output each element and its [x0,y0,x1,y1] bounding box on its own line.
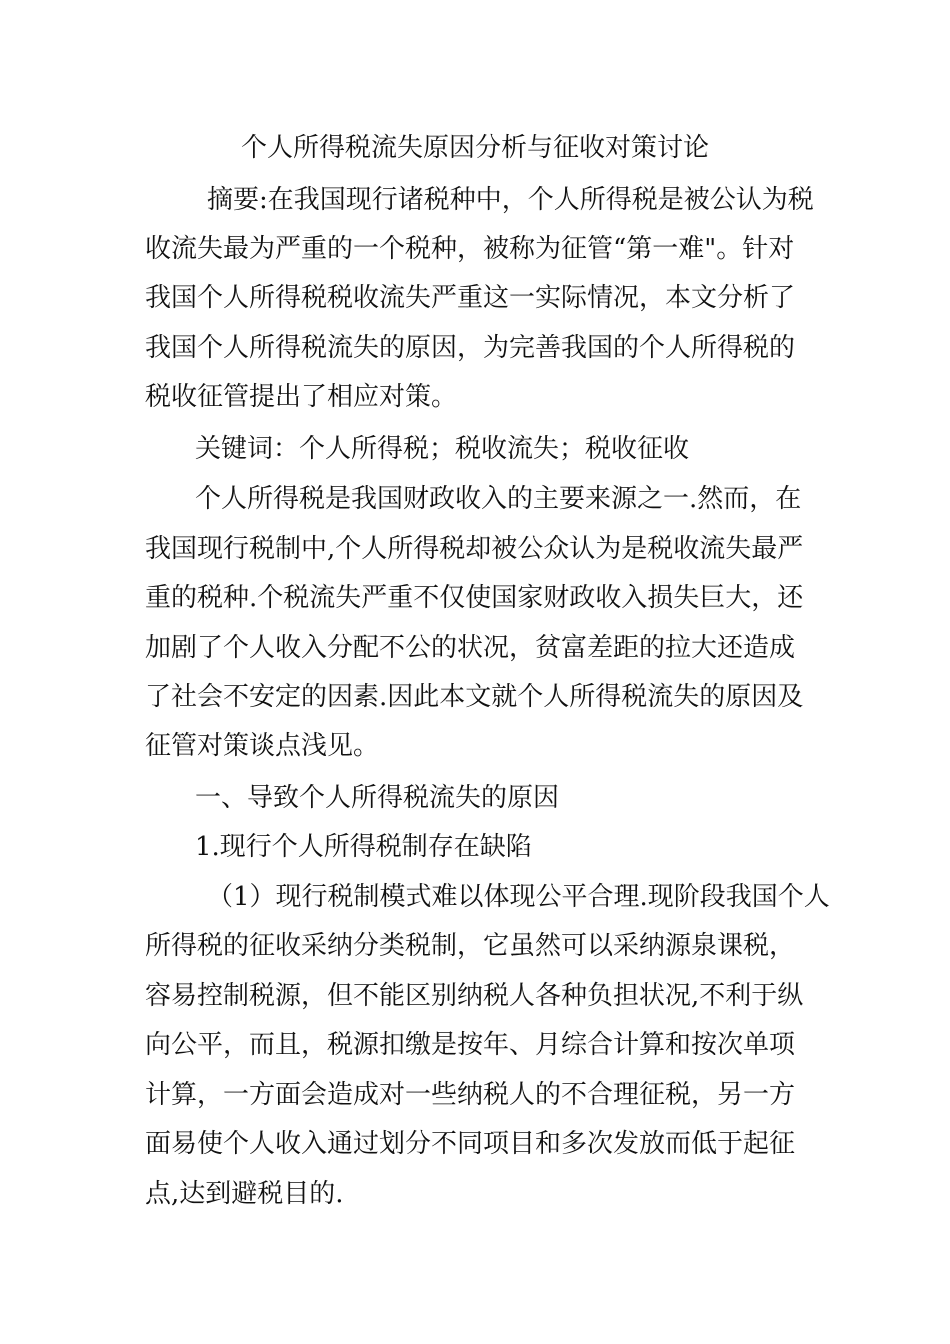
intro-line: 加剧了个人收入分配不公的状况，贫富差距的拉大还造成 [145,633,796,663]
abstract-line: 我国个人所得税税收流失严重这一实际情况，本文分析了 [145,283,796,313]
point-line: 面易使个人收入通过划分不同项目和多次发放而低于起征 [145,1129,796,1159]
abstract-line: 摘要:在我国现行诸税种中，个人所得税是被公认为税 [207,185,814,215]
point-line: 计算，一方面会造成对一些纳税人的不合理征税，另一方 [145,1080,796,1110]
section-heading: 一、导致个人所得税流失的原因 [195,783,560,813]
intro-line: 个人所得税是我国财政收入的主要来源之一.然而，在 [195,484,802,514]
document-title: 个人所得税流失原因分析与征收对策讨论 [240,133,709,163]
point-line: 向公平，而且，税源扣缴是按年、月综合计算和按次单项 [145,1030,796,1060]
point-line: 所得税的征收采纳分类税制，它虽然可以采纳源泉课税， [145,931,796,961]
abstract-line: 收流失最为严重的一个税种，被称为征管“第一难"。针对 [145,234,795,264]
intro-line: 了社会不安定的因素.因此本文就个人所得税流失的原因及 [145,682,804,712]
keywords-line: 关键词：个人所得税；税收流失；税收征收 [195,434,690,464]
point-line: 容易控制税源，但不能区别纳税人各种负担状况,不利于纵 [145,981,804,1011]
point-line: 点,达到避税目的. [145,1179,344,1209]
abstract-line: 我国个人所得税流失的原因，为完善我国的个人所得税的 [145,333,796,363]
point-line: （1）现行税制模式难以体现公平合理.现阶段我国个人 [207,882,830,912]
intro-line: 重的税种.个税流失严重不仅使国家财政收入损失巨大，还 [145,583,804,613]
intro-line: 征管对策谈点浅见。 [145,731,380,761]
intro-line: 我国现行税制中,个人所得税却被公众认为是税收流失最严 [145,534,804,564]
subsection-heading: 1.现行个人所得税制存在缺陷 [195,832,532,862]
abstract-line: 税收征管提出了相应对策。 [145,382,458,412]
